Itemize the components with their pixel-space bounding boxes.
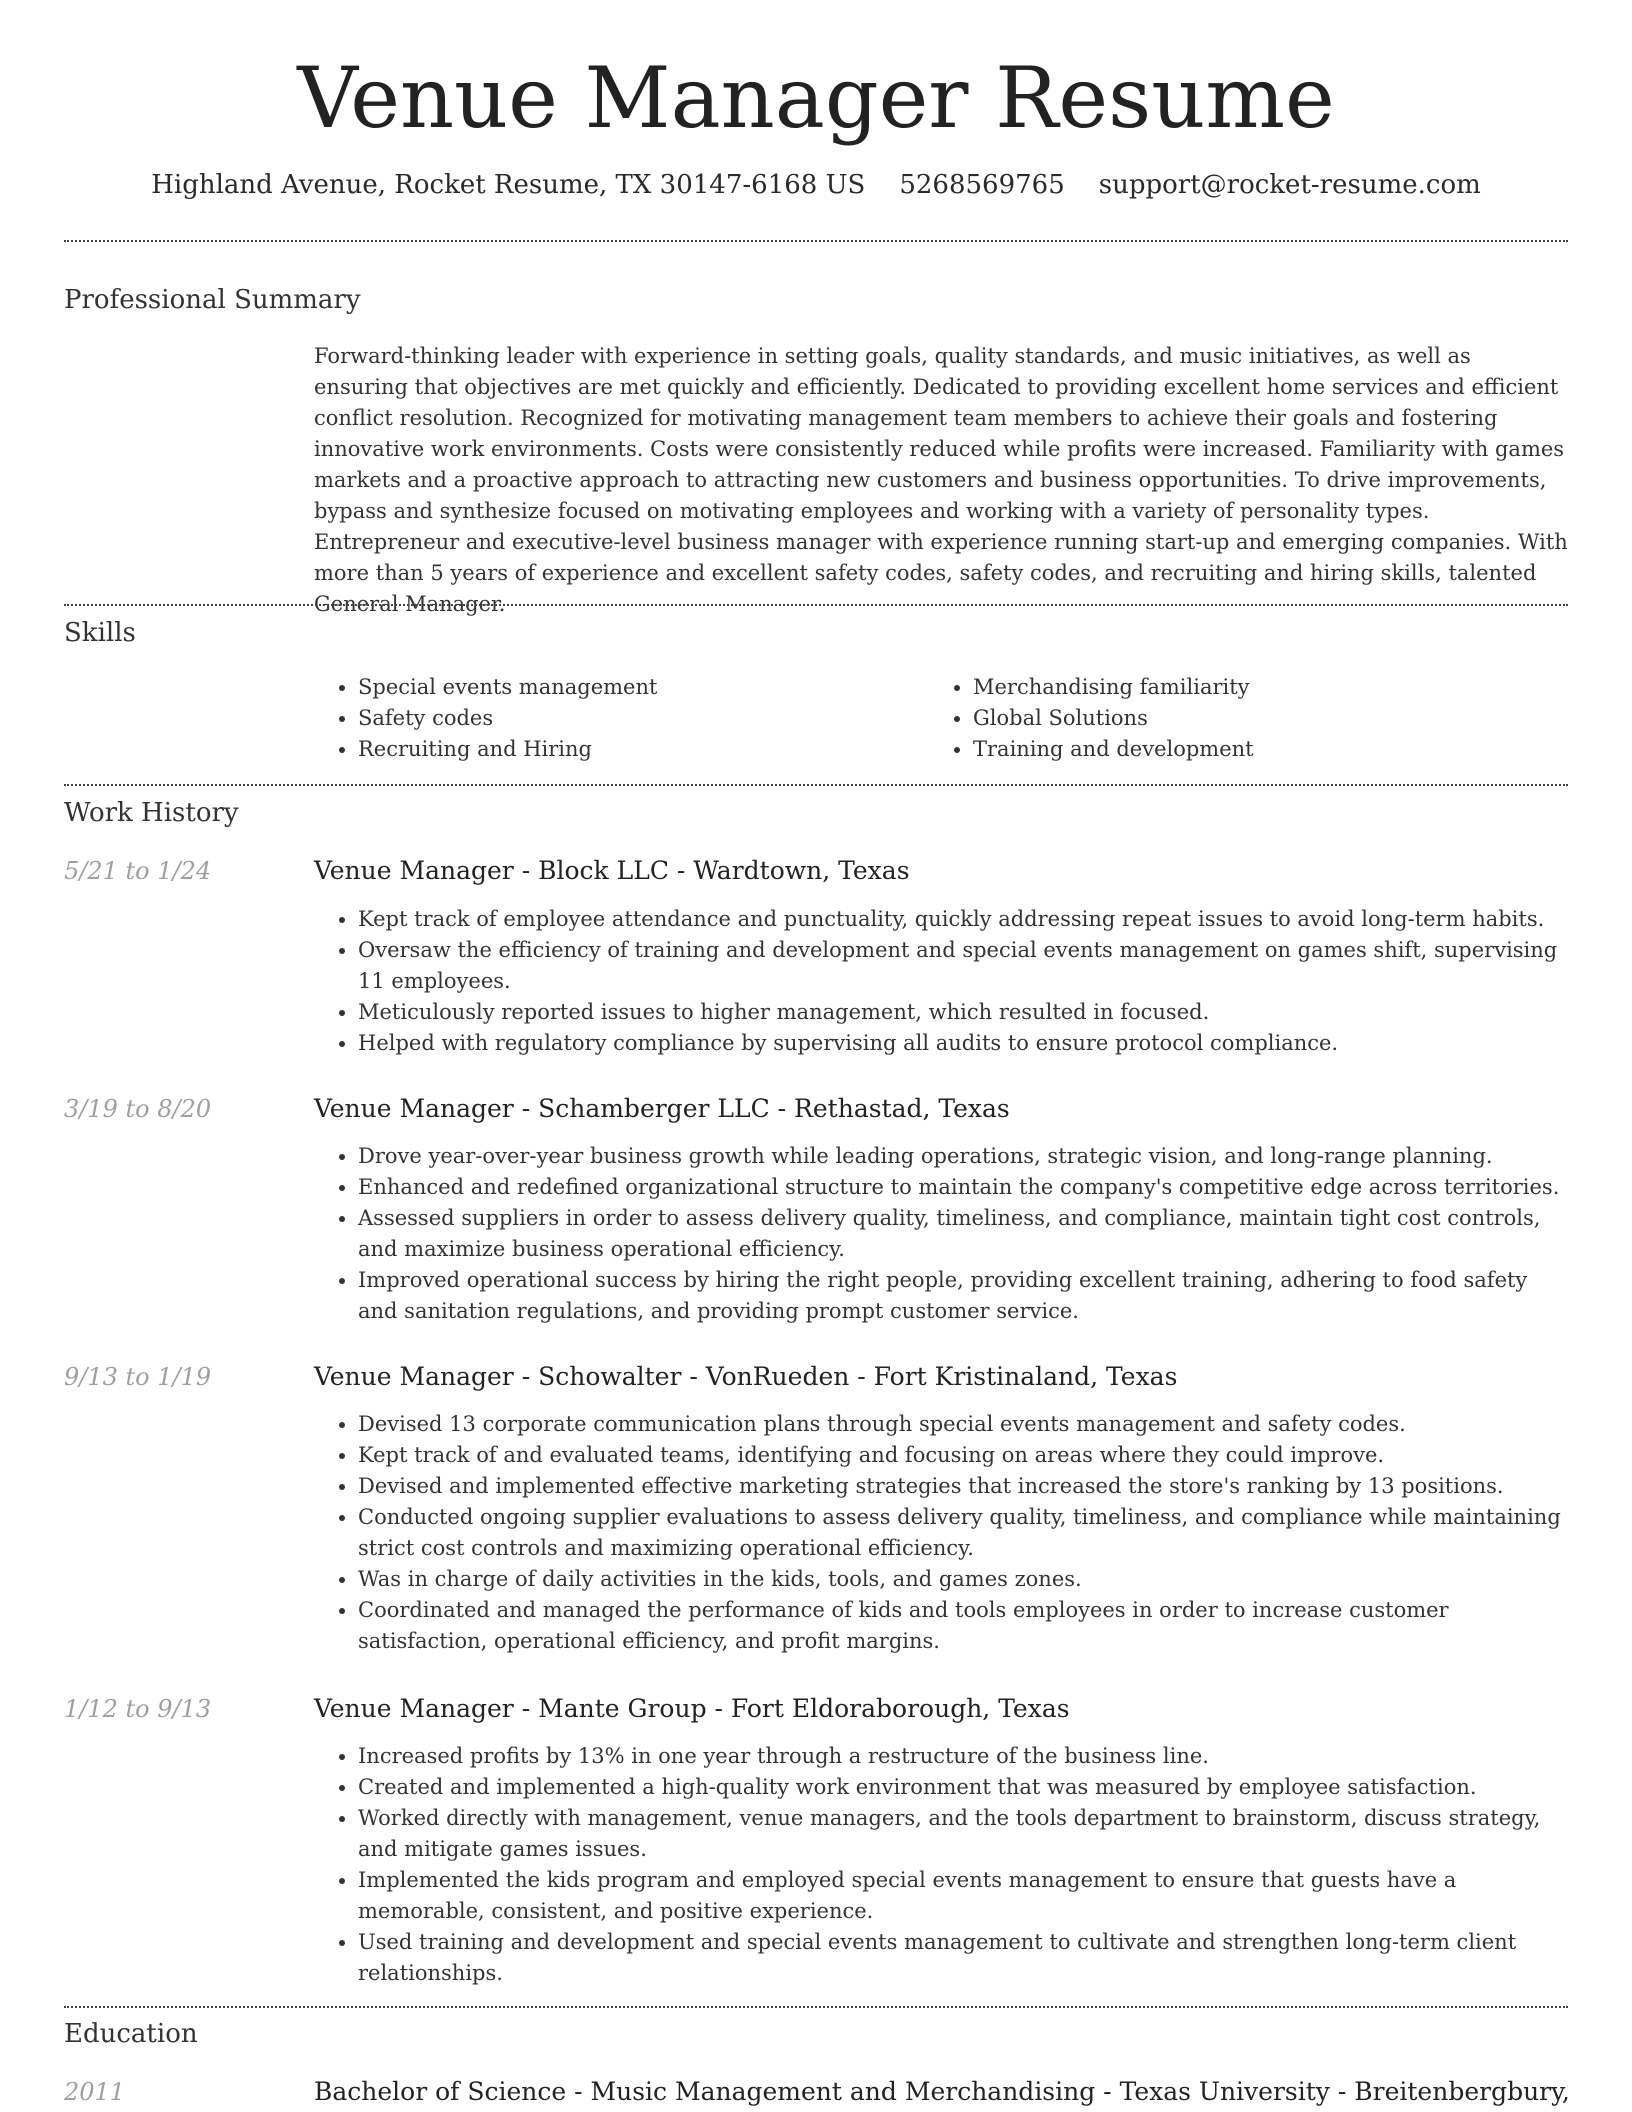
divider: [64, 604, 1568, 606]
job-bullets: [314, 1741, 1568, 1989]
skill-item: • Special events management: [358, 672, 958, 703]
skill-item: • Merchandising familiarity: [973, 672, 1573, 703]
skills-heading: Skills: [64, 618, 136, 648]
job-bullet: • Was in charge of daily activities in the kids, tools, and games zones.: [358, 1564, 1568, 1595]
skill-item: • Recruiting and Hiring: [358, 734, 958, 765]
job-bullet: • Enhanced and redefined organizational structure to maintain the company's competitive edge across territories.: [358, 1172, 1568, 1203]
job-bullet: • Kept track of employee attendance and punctuality, quickly addressing repeat issues to avoid long-term habits.: [358, 904, 1568, 935]
job-bullet: • Helped with regulatory compliance by supervising all audits to ensure protocol compliance.: [358, 1028, 1568, 1059]
summary-text: Forward-thinking leader with experience in setting goals, quality standards, and music initiatives, as well as ensuring that objectives are met quickly and efficiently. Dedicated to providing excellent home services and efficient conflict resolution. Recognized for motivating management team members to achieve their goals and fostering innovative work environments. Costs were consistently reduced while profits were increased. Familiarity with games markets and a proactive approach to attracting new customers and business opportunities. To drive improvements, bypass and synthesize focused on motivating employees and working with a variety of personality types. Entrepreneur and executive-level business manager with experience running start-up and emerging companies. With more than 5 years of experience and excellent safety codes, safety codes, and recruiting and hiring skills, talented General Manager.: [314, 344, 1568, 616]
contact-email[interactable]: support@rocket-resume.com: [1098, 170, 1481, 200]
contact-line: [0, 168, 1632, 202]
job-bullets: [314, 1141, 1568, 1327]
skills-list-left: [314, 672, 958, 765]
job-bullet: • Drove year-over-year business growth while leading operations, strategic vision, and long-range planning.: [358, 1141, 1568, 1172]
job-bullet: • Oversaw the efficiency of training and development and special events management on games shift, supervising 11 employees.: [358, 935, 1568, 997]
work-heading: Work History: [64, 798, 239, 828]
education-heading: Education: [64, 2019, 198, 2049]
summary-heading: Professional Summary: [64, 285, 361, 315]
job-bullet: • Assessed suppliers in order to assess delivery quality, timeliness, and compliance, maintain tight cost controls, and maximize business operational efficiency.: [358, 1203, 1568, 1265]
job-date: 3/19 to 8/20: [64, 1095, 212, 1123]
job-bullet: • Meticulously reported issues to higher management, which resulted in focused.: [358, 997, 1568, 1028]
job-bullet: • Improved operational success by hiring the right people, providing excellent training, adhering to food safety and sanitation regulations, and providing prompt customer service.: [358, 1265, 1568, 1327]
job-bullet: • Kept track of and evaluated teams, identifying and focusing on areas where they could improve.: [358, 1440, 1568, 1471]
education-title: Bachelor of Science - Music Management and Merchandising - Texas University - Breitenbergbury,: [314, 2077, 1570, 2106]
job-bullet: • Devised and implemented effective marketing strategies that increased the store's ranking by 13 positions.: [358, 1471, 1568, 1502]
skill-item: • Training and development: [973, 734, 1573, 765]
job-title: Venue Manager - Mante Group - Fort Eldoraborough, Texas: [314, 1694, 1070, 1723]
education-date: 2011: [64, 2078, 126, 2106]
job-bullets: [314, 904, 1568, 1059]
contact-address: Highland Avenue, Rocket Resume, TX 30147-6168 US: [151, 170, 866, 200]
job-bullet: • Worked directly with management, venue managers, and the tools department to brainstorm, discuss strategy, and mitigate games issues.: [358, 1803, 1568, 1865]
job-bullet: • Implemented the kids program and employed special events management to ensure that guests have a memorable, consistent, and positive experience.: [358, 1865, 1568, 1927]
job-bullets: [314, 1409, 1568, 1657]
job-date: 9/13 to 1/19: [64, 1363, 212, 1391]
job-title: Venue Manager - Schamberger LLC - Rethastad, Texas: [314, 1094, 1010, 1123]
divider: [64, 240, 1568, 242]
job-bullet: • Coordinated and managed the performance of kids and tools employees in order to increase customer satisfaction, operational efficiency, and profit margins.: [358, 1595, 1568, 1657]
resume-title: Venue Manager Resume: [297, 49, 1335, 147]
job-bullet: • Conducted ongoing supplier evaluations to assess delivery quality, timeliness, and compliance while maintaining strict cost controls and maximizing operational efficiency.: [358, 1502, 1568, 1564]
job-date: 1/12 to 9/13: [64, 1695, 212, 1723]
job-title: Venue Manager - Block LLC - Wardtown, Texas: [314, 856, 910, 885]
job-bullet: • Used training and development and special events management to cultivate and strengthen long-term client relationships.: [358, 1927, 1568, 1989]
skill-item: • Global Solutions: [973, 703, 1573, 734]
job-title: Venue Manager - Schowalter - VonRueden - Fort Kristinaland, Texas: [314, 1362, 1178, 1391]
contact-phone: 5268569765: [899, 170, 1065, 200]
skill-item: • Safety codes: [358, 703, 958, 734]
job-bullet: • Devised 13 corporate communication plans through special events management and safety codes.: [358, 1409, 1568, 1440]
job-bullet: • Created and implemented a high-quality work environment that was measured by employee satisfaction.: [358, 1772, 1568, 1803]
job-date: 5/21 to 1/24: [64, 857, 212, 885]
divider: [64, 784, 1568, 786]
divider: [64, 2006, 1568, 2008]
skills-list-right: [929, 672, 1573, 765]
job-bullet: • Increased profits by 13% in one year through a restructure of the business line.: [358, 1741, 1568, 1772]
